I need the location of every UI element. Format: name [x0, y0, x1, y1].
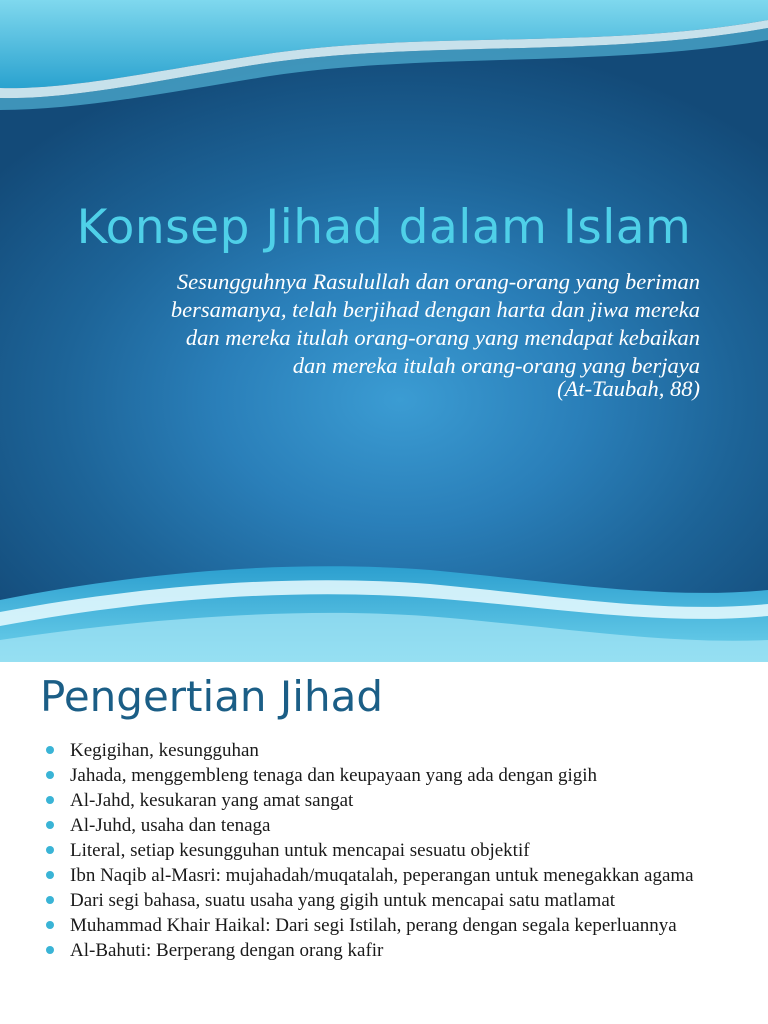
slide-title: Konsep Jihad dalam Islam	[76, 200, 692, 255]
bullet-text: Al-Bahuti: Berperang dengan orang kafir	[70, 940, 384, 961]
bullet-icon	[46, 846, 54, 854]
bullet-text: Al-Juhd, usaha dan tenaga	[70, 815, 271, 836]
bottom-wave-decoration	[0, 560, 768, 662]
quote-line: dan mereka itulah orang-orang yang mendapat kebaikan	[185, 325, 700, 350]
quote-line: bersamanya, telah berjihad dengan harta dan jiwa mereka	[170, 297, 700, 322]
top-wave-decoration	[0, 0, 768, 110]
bullet-icon	[46, 771, 54, 779]
bullet-icon	[46, 921, 54, 929]
bullet-text: Literal, setiap kesungguhan untuk mencapai sesuatu objektif	[70, 840, 530, 861]
list-item	[44, 865, 744, 886]
list-item	[44, 940, 744, 961]
list-item	[44, 915, 744, 936]
list-item	[44, 815, 744, 836]
list-item	[44, 890, 744, 911]
list-item	[44, 765, 744, 786]
bullet-text: Jahada, menggembleng tenaga dan keupayaan yang ada dengan gigih	[70, 765, 598, 786]
bullet-text: Ibn Naqib al-Masri: mujahadah/muqatalah, peperangan untuk menegakkan agama	[70, 865, 694, 886]
bullet-text: Dari segi bahasa, suatu usaha yang gigih untuk mencapai satu matlamat	[70, 890, 616, 911]
quote-citation: (At-Taubah, 88)	[557, 376, 700, 401]
bullet-icon	[46, 796, 54, 804]
list-item	[44, 840, 744, 861]
list-item	[44, 740, 744, 761]
section-heading: Pengertian Jihad	[40, 672, 383, 721]
quote-line: dan mereka itulah orang-orang yang berjaya	[292, 353, 700, 378]
list-item	[44, 790, 744, 811]
quote-text	[40, 268, 700, 380]
bullet-text: Al-Jahd, kesukaran yang amat sangat	[70, 790, 354, 811]
bullet-icon	[46, 896, 54, 904]
bullet-list	[44, 740, 744, 965]
bullet-icon	[46, 871, 54, 879]
quote-line: Sesungguhnya Rasulullah dan orang-orang yang beriman	[176, 269, 700, 294]
bullet-icon	[46, 821, 54, 829]
bullet-icon	[46, 746, 54, 754]
bullet-text: Muhammad Khair Haikal: Dari segi Istilah, perang dengan segala keperluannya	[70, 915, 677, 936]
content-slide	[0, 662, 768, 1024]
bullet-text: Kegigihan, kesungguhan	[70, 740, 259, 761]
bullet-icon	[46, 946, 54, 954]
